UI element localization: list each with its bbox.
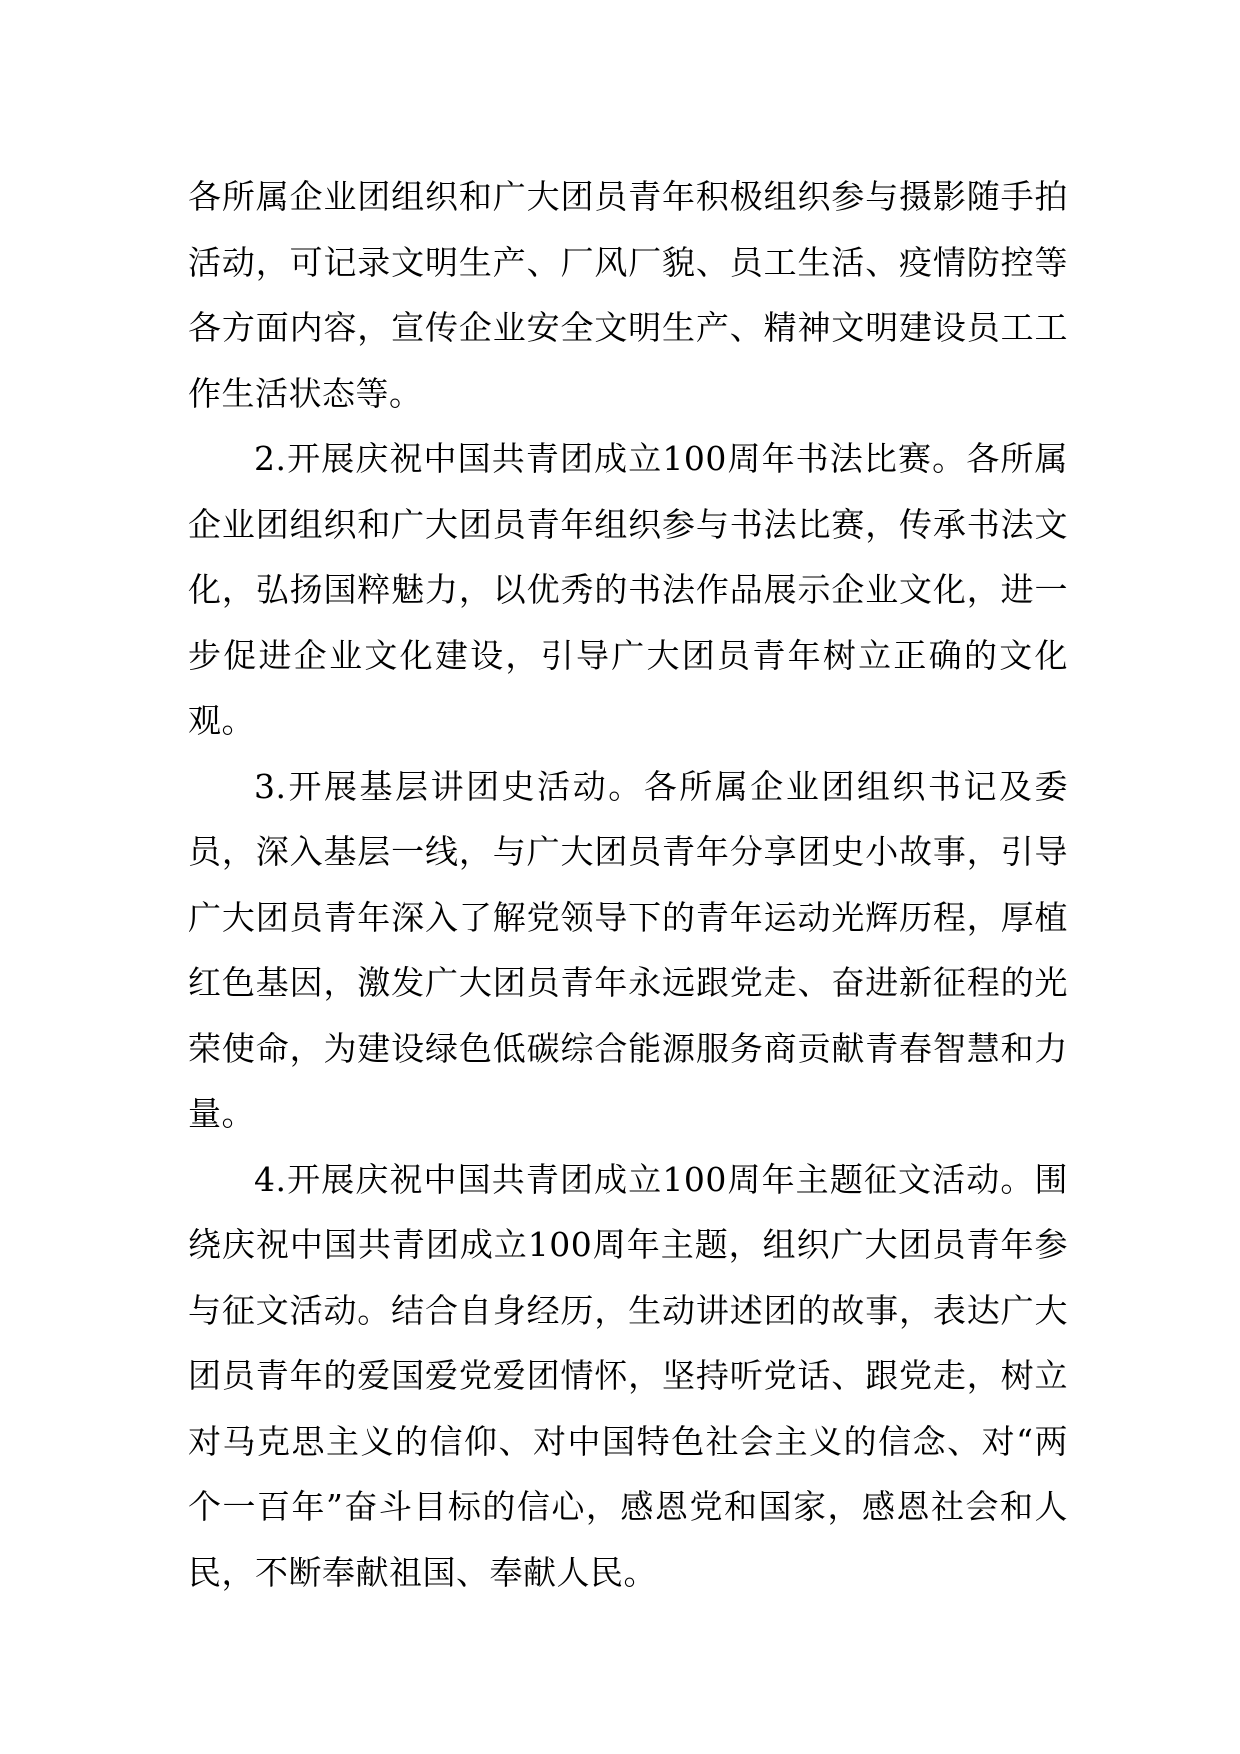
paragraph-essay-contest: 4.开展庆祝中国共青团成立100周年主题征文活动。围绕庆祝中国共青团成立100周年主题，组织广大团员青年参与征文活动。结合自身经历，生动讲述团的故事，表达广大团员青年的爱国爱党爱团情怀，坚持听党话、跟党走，树立对马克思主义的信仰、对中国特色社会主义的信念、对“两个一百年”奋斗目标的信心，感恩党和国家，感恩社会和人民，不断奉献祖国、奉献人民。 xyxy=(188,1159,1068,1592)
paragraph-continuation: 各所属企业团组织和广大团员青年积极组织参与摄影随手拍活动，可记录文明生产、厂风厂貌、员工生活、疫情防控等各方面内容，宣传企业安全文明生产、精神文明建设员工工作生活状态等。 xyxy=(188,177,1068,413)
document-body xyxy=(188,164,1068,1605)
paragraph-calligraphy-contest: 2.开展庆祝中国共青团成立100周年书法比赛。各所属企业团组织和广大团员青年组织参与书法比赛，传承书法文化，弘扬国粹魅力，以优秀的书法作品展示企业文化，进一步促进企业文化建设，引导广大团员青年树立正确的文化观。 xyxy=(188,439,1068,740)
paragraph-league-history-talks: 3.开展基层讲团史活动。各所属企业团组织书记及委员，深入基层一线，与广大团员青年分享团史小故事，引导广大团员青年深入了解党领导下的青年运动光辉历程，厚植红色基因，激发广大团员青年永远跟党走、奋进新征程的光荣使命，为建设绿色低碳综合能源服务商贡献青春智慧和力量。 xyxy=(188,766,1068,1133)
